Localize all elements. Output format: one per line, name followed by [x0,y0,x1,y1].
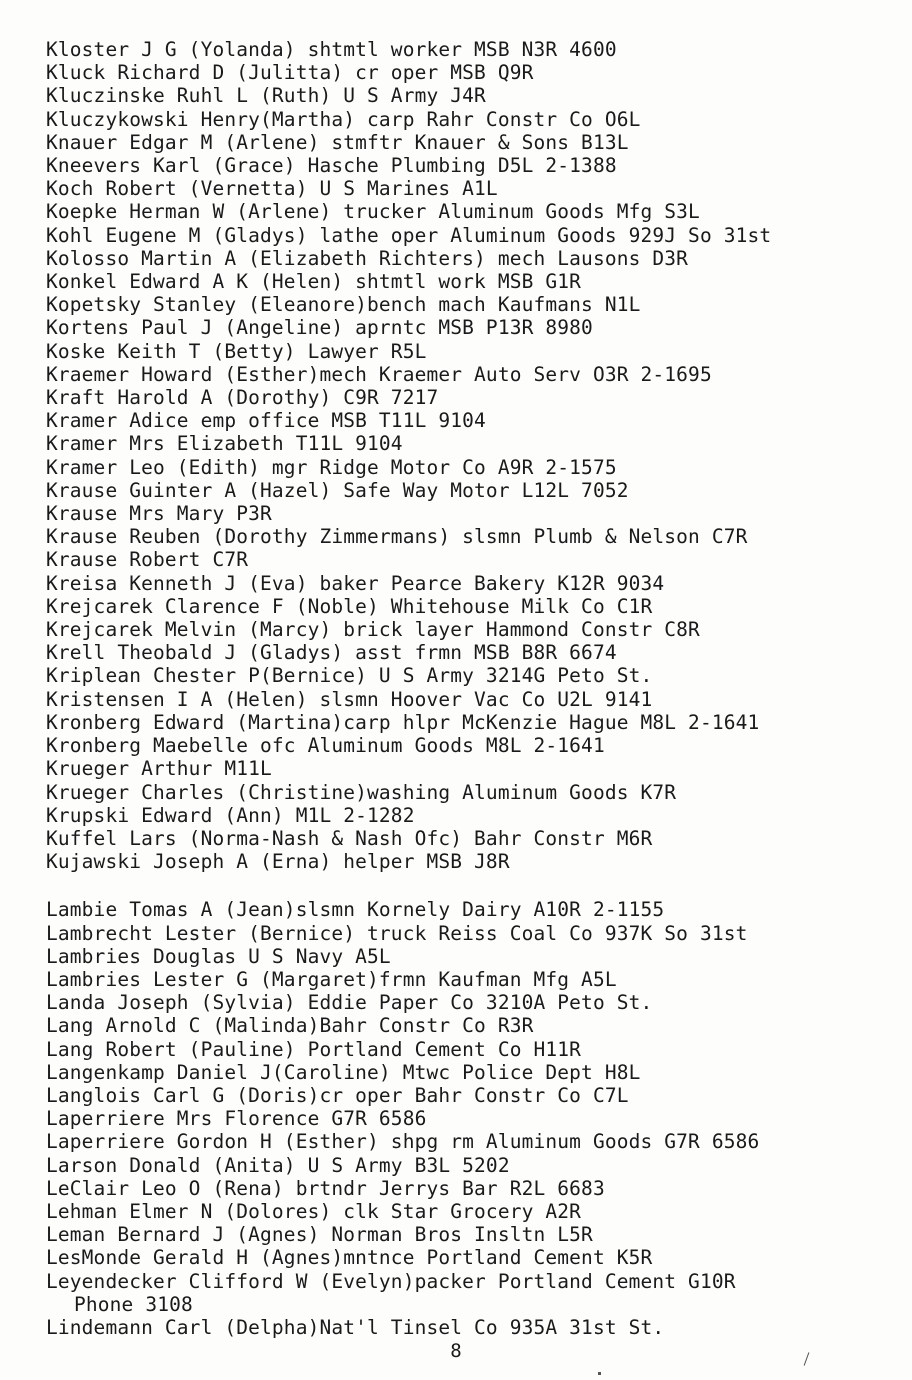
section-k [46,38,906,873]
list-item: Kramer Mrs Elizabeth T11L 9104 [46,432,403,456]
list-item: Laperriere Mrs Florence G7R 6586 [46,1107,427,1131]
list-item: Kuffel Lars (Norma-Nash & Nash Ofc) Bahr Constr M6R [46,826,653,850]
list-item: Kloster J G (Yolanda) shtmtl worker MSB N3R 4600 [46,38,617,61]
list-item: LesMonde Gerald H (Agnes)mntnce Portland Cement K5R [46,1246,653,1270]
list-item: Konkel Edward A K (Helen) shtmtl work MSB G1R [46,270,582,294]
list-item: Kneevers Karl (Grace) Hasche Plumbing D5L 2-1388 [46,154,617,178]
list-item: Kraemer Howard (Esther)mech Kraemer Auto Serv O3R 2-1695 [46,362,712,386]
list-item: Knauer Edgar M (Arlene) stmftr Knauer & Sons B13L [46,130,629,154]
list-item: Lambie Tomas A (Jean)slsmn Kornely Dairy A10R 2-1155 [46,898,665,922]
list-item: Lehman Elmer N (Dolores) clk Star Grocery A2R [46,1199,582,1223]
list-item: Kohl Eugene M (Gladys) lathe oper Aluminum Goods 929J So 31st [46,223,772,247]
list-item: Kluczykowski Henry(Martha) carp Rahr Constr Co O6L [46,107,641,131]
list-item: Landa Joseph (Sylvia) Eddie Paper Co 3210A Peto St. [46,991,653,1015]
list-item: Kluck Richard D (Julitta) cr oper MSB Q9R [46,61,534,85]
list-item: Laperriere Gordon H (Esther) shpg rm Aluminum Goods G7R 6586 [46,1130,760,1154]
list-item: LeClair Leo O (Rena) brtndr Jerrys Bar R2L 6683 [46,1176,605,1200]
list-item: Krueger Arthur M11L [46,757,272,781]
list-item: Lambrecht Lester (Bernice) truck Reiss Coal Co 937K So 31st [46,921,748,945]
list-item: Leyendecker Clifford W (Evelyn)packer Portland Cement G10R [46,1269,736,1293]
list-item: Kolosso Martin A (Elizabeth Richters) mech Lausons D3R [46,246,689,270]
list-item: Krueger Charles (Christine)washing Aluminum Goods K7R [46,780,677,804]
list-item: Koepke Herman W (Arlene) trucker Aluminum Goods Mfg S3L [46,200,700,224]
list-item: Krause Robert C7R [46,548,249,572]
list-item: Lambries Douglas U S Navy A5L [46,944,391,968]
list-item: Kluczinske Ruhl L (Ruth) U S Army J4R [46,84,486,108]
list-item: Krause Mrs Mary P3R [46,502,272,526]
list-item: Larson Donald (Anita) U S Army B3L 5202 [46,1153,510,1177]
section-divider [46,873,906,898]
list-item: Koske Keith T (Betty) Lawyer R5L [46,339,427,363]
list-item: Krell Theobald J (Gladys) asst frmn MSB B8R 6674 [46,641,617,665]
list-item: Kramer Adice emp office MSB T11L 9104 [46,409,486,433]
list-item: Lang Arnold C (Malinda)Bahr Constr Co R3R [46,1014,534,1038]
list-item: Kristensen I A (Helen) slsmn Hoover Vac Co U2L 9141 [46,687,653,711]
list-item: Kortens Paul J (Angeline) aprntc MSB P13R 8980 [46,316,593,340]
list-item: Krejcarek Melvin (Marcy) brick layer Hammond Constr C8R [46,618,700,642]
list-item: Lang Robert (Pauline) Portland Cement Co H11R [46,1037,582,1061]
list-item: Leman Bernard J (Agnes) Norman Bros Insltn L5R [46,1223,593,1247]
directory-listing [46,38,906,1339]
list-item: Kopetsky Stanley (Eleanore)bench mach Kaufmans N1L [46,293,641,317]
scan-speck [598,1372,601,1375]
list-item-continuation: Phone 3108 [74,1292,193,1316]
list-item: Kreisa Kenneth J (Eva) baker Pearce Bakery K12R 9034 [46,571,665,595]
list-item: Koch Robert (Vernetta) U S Marines A1L [46,177,498,201]
list-item: Krupski Edward (Ann) M1L 2-1282 [46,803,415,827]
list-item: Krause Reuben (Dorothy Zimmermans) slsmn Plumb & Nelson C7R [46,525,748,549]
list-item: Kramer Leo (Edith) mgr Ridge Motor Co A9R 2-1575 [46,455,617,479]
list-item: Kronberg Maebelle ofc Aluminum Goods M8L 2-1641 [46,734,605,758]
list-item: Langenkamp Daniel J(Caroline) Mtwc Police Dept H8L [46,1060,641,1084]
list-item: Kujawski Joseph A (Erna) helper MSB J8R [46,850,510,874]
list-item: Kriplean Chester P(Bernice) U S Army 3214G Peto St. [46,664,653,688]
list-item: Lambries Lester G (Margaret)frmn Kaufman Mfg A5L [46,967,617,991]
list-item: Krause Guinter A (Hazel) Safe Way Motor L12L 7052 [46,478,629,502]
list-item: Kraft Harold A (Dorothy) C9R 7217 [46,386,439,410]
section-l [46,898,906,1339]
list-item: Langlois Carl G (Doris)cr oper Bahr Constr Co C7L [46,1083,629,1107]
list-item: Krejcarek Clarence F (Noble) Whitehouse Milk Co C1R [46,594,653,618]
page-number: 8 [450,1340,462,1362]
list-item: Kronberg Edward (Martina)carp hlpr McKenzie Hague M8L 2-1641 [46,710,760,734]
list-item: Lindemann Carl (Delpha)Nat'l Tinsel Co 935A 31st St. [46,1315,665,1339]
